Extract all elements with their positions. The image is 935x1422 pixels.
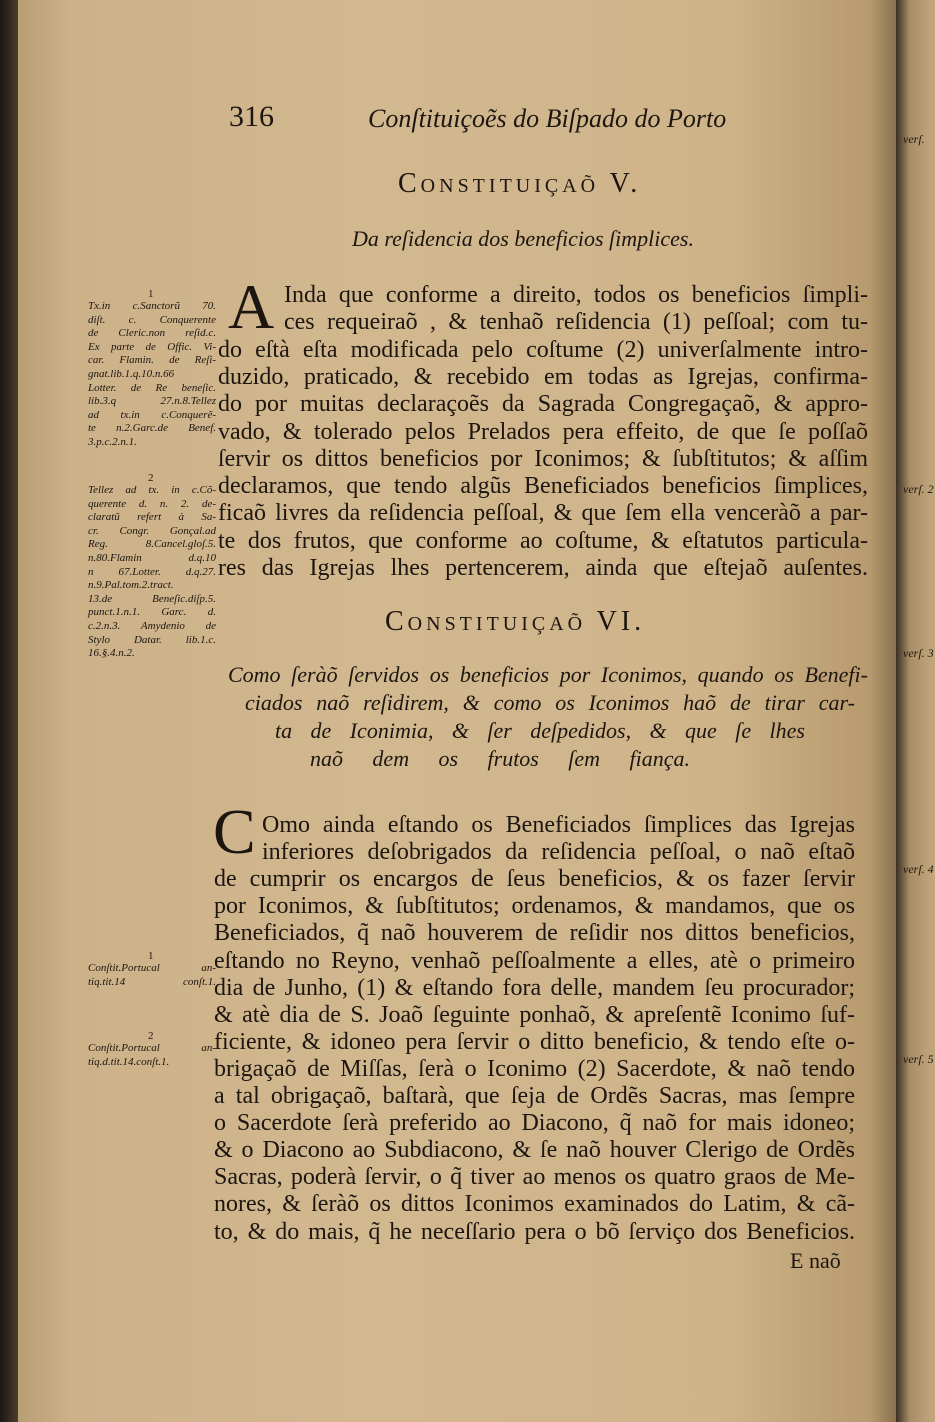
margin-note-line: Conſtit.Portucal an- (88, 962, 216, 974)
margin-note-line: de Cleric.non reſid.c. (88, 327, 216, 340)
margin-note-line: n.80.Flamin d.q.10 (88, 552, 216, 564)
note-number: 1 (148, 288, 154, 300)
subtitle-line: ta de Iconimia, & ſer deſpedidos, & que ſe lhes (275, 718, 805, 743)
margin-note-line: gnat.lib.1.q.10.n.66 (88, 368, 175, 380)
text-line: brigaçaõ de Miſſas, ſerà o Iconimo (2) Sacerdote, & naõ tendo (214, 1055, 855, 1082)
margin-note-line: tiq.tit.14 conſt.1. (88, 975, 216, 988)
text-line: duzido, praticado, & recebido em todas as Igrejas, confirma- (218, 363, 868, 390)
facing-page-mark: verſ. 4 (903, 862, 934, 876)
facing-page-strip (896, 0, 935, 1422)
text-line: dia de Junho, (1) & eſtando fora delle, mandem ſeu procurador; (214, 974, 855, 1001)
note-number: 2 (148, 1030, 154, 1042)
constitution-5-subtitle: Da reſidencia dos beneficios ſimplices. (352, 226, 694, 251)
left-page-edge (0, 0, 18, 1422)
text-line: ficaõ livres da reſidencia peſſoal, & que ſem ella venceràõ a par- (218, 500, 868, 527)
margin-note-line: Tx.in c.Sanctorũ 70. (88, 300, 216, 312)
text-line: ces requeiraõ , & tenhaõ reſidencia (1) peſſoal; com tu- (284, 309, 868, 336)
margin-note-line: n 67.Lotter. d.q.27. (88, 565, 216, 578)
text-line: a tal obrigaçaõ, baſtarà, que ſeja de Ordẽs Sacras, mas ſempre (214, 1083, 855, 1109)
text-line: & atè dia de S. Joaõ ſeguinte ponhaõ, & apreſentẽ Iconimo ſuf- (214, 1001, 855, 1028)
page-number: 316 (229, 100, 274, 133)
subtitle-line: Como ſeràõ ſervidos os beneficios por Iconimos, quando os Benefi- (228, 662, 868, 687)
subtitle-line: ciados naõ reſidirem, & como os Iconimos haõ de tirar car- (245, 690, 855, 715)
text-line: Beneficiados, q̃ naõ houverem de reſidir nos dittos beneficios, (214, 920, 855, 947)
text-line: inferiores deſobrigados da reſidencia peſſoal, o naõ eſtaõ (262, 839, 855, 866)
text-line: Omo ainda eſtando os Beneficiados ſimplices das Igrejas (262, 812, 855, 838)
text-line: nores, & ſeràõ os dittos Iconimos examinados do Latim, & cã- (214, 1191, 855, 1218)
margin-note-line: querente d. n. 2. de- (88, 497, 216, 510)
margin-note-line: diſt. c. Conquerente (88, 313, 216, 326)
facing-page-mark: verſ. 2 (903, 482, 934, 496)
catchword: E naõ (790, 1248, 841, 1273)
margin-note-line: Reg. 8.Cancel.gloſ.5. (88, 538, 216, 551)
margin-note-line: n.9.Pal.tom.2.tract. (88, 579, 174, 592)
text-line: Sacras, poderà ſervir, o q̃ tiver ao menos os quatro graos de Me- (214, 1164, 855, 1191)
margin-note-line: Conſtit.Portucal an- (88, 1042, 216, 1054)
text-line: res das Igrejas lhes pertencerem, ainda que eſtejaõ auſentes. (218, 555, 868, 581)
note-number: 2 (148, 472, 154, 484)
facing-page-mark: verſ. 5 (903, 1052, 934, 1066)
margin-note-line: lib.3.q 27.n.8.Tellez (88, 395, 216, 408)
constitution-5-heading: Constituiçaõ V. (398, 168, 642, 199)
note-number: 1 (148, 950, 154, 962)
facing-page-mark: verſ. 3 (903, 646, 934, 660)
text-line: eſtando no Reyno, venhaõ peſſoalmente a elles, atè o primeiro (214, 947, 855, 974)
margin-note-line: Lotter. de Re beneſic. (88, 381, 216, 394)
text-line: do por muitas declaraçoẽs da Sagrada Congregaçaõ, & appro- (218, 391, 868, 418)
drop-cap: A (228, 271, 275, 342)
text-line: declaramos, que tendo algũs Beneficiados beneficios ſimplices, (218, 473, 868, 500)
margin-note-line: tiq.d.tit.14.conſt.1. (88, 1055, 170, 1068)
text-line: & o Diacono ao Subdiacono, & ſe naõ houver Clerigo de Ordẽs (214, 1137, 855, 1164)
margin-note-line: c.2.n.3. Amydenio de (88, 620, 216, 632)
text-line: ſervir os dittos beneficios por Iconimos; & ſubſtitutos; & aſſim (218, 445, 868, 472)
margin-note-line: cr. Congr. Gonçal.ad (88, 524, 216, 537)
text-line: ficiente, & idoneo pera ſervir o ditto beneficio, & tendo eſte o- (214, 1028, 855, 1055)
text-line: Inda que conforme a direito, todos os beneficios ſimpli- (284, 282, 868, 308)
text-line: de cumprir os encargos de ſeus beneficios, & os fazer ſervir (214, 866, 855, 893)
constitution-6-heading: Constituiçaõ VI. (385, 606, 646, 637)
text-line: vado, & tolerado pelos Prelados pera effeito, de que ſe poſſaõ (218, 418, 868, 445)
facing-page-mark: verſ. (903, 132, 925, 146)
running-title: Conſtituiçoẽs do Biſpado do Porto (368, 104, 727, 133)
margin-note-line: 16.§.4.n.2. (88, 647, 135, 660)
margin-note-line: 13.de Beneſic.diſp.5. (88, 592, 216, 605)
margin-note-line: ad tx.in c.Conquerẽ- (88, 408, 216, 421)
text-line: por Iconimos, & ſubſtitutos; ordenamos, & mandamos, que os (214, 893, 855, 920)
margin-note-line: car. Flamin. de Reſi- (88, 354, 216, 367)
subtitle-line: naõ dem os frutos ſem fiança. (310, 746, 690, 771)
margin-note-line: claratũ refert à Sa- (88, 511, 216, 524)
text-line: te dos frutos, que conforme ao coſtume, & eſtatutos particula- (218, 527, 868, 554)
margin-note-line: te n.2.Garc.de Benef. (88, 422, 216, 435)
text-line: o Sacerdote ſerà preferido ao Diacono, q̃ naõ for mais idoneo; (214, 1110, 855, 1137)
margin-note-line: 3.p.c.2.n.1. (88, 436, 137, 448)
margin-note-line: Ex parte de Offic. Vi- (88, 340, 216, 353)
margin-note-line: Tellez ad tx. in c.Cõ- (88, 484, 216, 496)
drop-cap: C (213, 796, 256, 867)
margin-note-line: Stylo Datar. lib.1.c. (88, 633, 216, 646)
text-line: to, & do mais, q̃ he neceſſario pera o bõ ſerviço dos Beneficios. (214, 1218, 855, 1245)
text-line: do eſtà eſta modificada pelo coſtume (2) univerſalmente intro- (218, 336, 868, 363)
margin-note-line: punct.1.n.1. Garc. d. (88, 606, 216, 619)
